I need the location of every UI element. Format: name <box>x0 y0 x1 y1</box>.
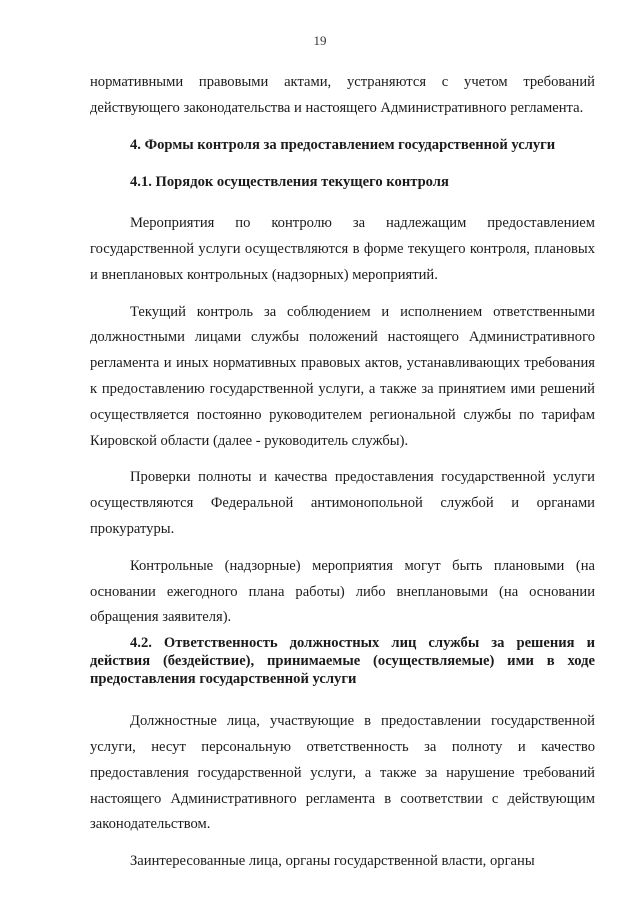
page-number: 19 <box>313 33 327 48</box>
paragraph-supervisory-measures: Контрольные (надзорные) мероприятия могут быть плановыми (на основании ежегодного плана работы) либо внеплановыми (на основании обращения заявителя). <box>90 557 595 626</box>
paragraph-continuation: нормативными правовыми актами, устраняются с учетом требований действующего законодательства и настоящего Административного регламента. <box>90 74 595 116</box>
section-4-heading: 4. Формы контроля за предоставлением государственной услуги <box>130 136 556 153</box>
subsection-4-2-heading: 4.2. Ответственность должностных лиц службы за решения и действия (бездействие), принимаемые (осуществляемые) ими в ходе предоставления государственной услуги <box>90 635 595 688</box>
paragraph-inspections: Проверки полноты и качества предоставления государственной услуги осуществляются Федеральной антимонопольной службой и органами прокуратуры. <box>90 469 595 537</box>
paragraph-responsibility: Должностные лица, участвующие в предоставлении государственной услуги, несут персональную ответственность за полноту и качество предоставления государственной услуги, а также за нарушение требований настоящего Административного регламента в соответствии с действующим законодательством. <box>90 713 595 833</box>
document-body <box>90 70 595 875</box>
paragraph-control-measures: Мероприятия по контролю за надлежащим предоставлением государственной услуги осуществляются в форме текущего контроля, плановых и внеплановых контрольных (надзорных) мероприятий. <box>90 215 595 283</box>
paragraph-interested-parties: Заинтересованные лица, органы государственной власти, органы <box>130 853 535 870</box>
paragraph-current-control: Текущий контроль за соблюдением и исполнением ответственными должностными лицами службы положений настоящего Административного регламента и иных нормативных правовых актов, устанавливающих требования к предоставлению государственной услуги, а также за принятием ими решений осуществляется постоянно руководителем региональной службы по тарифам Кировской области (далее - руководитель службы). <box>90 303 595 449</box>
subsection-4-1-heading: 4.1. Порядок осуществления текущего контроля <box>130 174 449 191</box>
